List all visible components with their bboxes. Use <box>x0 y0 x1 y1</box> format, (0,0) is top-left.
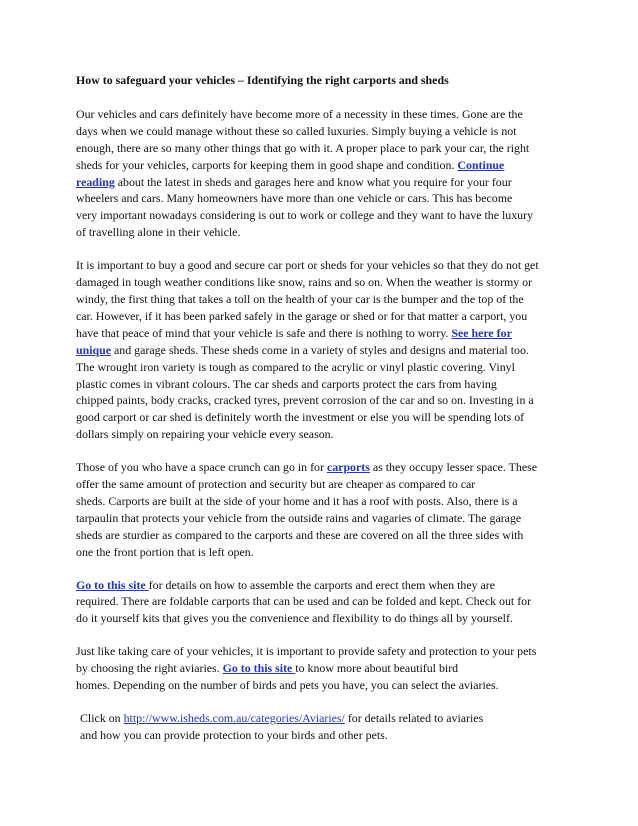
see-here-link-part1[interactable]: See here for <box>451 325 512 340</box>
continue-reading-link-part2[interactable]: reading <box>76 174 115 189</box>
text-line <box>76 459 568 476</box>
text-line: sheds. Carports are built at the side of your home and it has a roof with posts. Also, there is a <box>76 493 518 508</box>
paragraph-carports <box>76 459 568 560</box>
text-line: wheelers and cars. Many homeowners have more than one vehicle or cars. This has become <box>76 191 513 206</box>
see-here-link-part2[interactable]: unique <box>76 342 112 357</box>
text-line: Just like taking care of your vehicles, it is important to provide safety and protection to your pets <box>76 644 537 659</box>
paragraph-intro <box>76 106 568 241</box>
go-to-site-link-aviaries[interactable]: Go to this site <box>222 661 296 676</box>
text-line: days when we could manage without these so called luxuries. Simply buying a vehicle is not <box>76 123 517 138</box>
text-segment: have that peace of mind that your vehicle is safe and there is nothing to worry. <box>76 325 452 340</box>
text-segment: and garage sheds. These sheds come in a variety of styles and designs and material too. <box>111 342 529 357</box>
document-title: How to safeguard your vehicles – Identifying the right carports and sheds <box>76 73 449 87</box>
text-segment: by choosing the right aviaries. <box>76 661 223 676</box>
text-segment: sheds for your vehicles, carports for keeping them in good shape and condition. <box>76 157 458 172</box>
text-line: car. However, if it has been parked safely in the garage or shed or for that matter a carport, you <box>76 308 528 323</box>
continue-reading-link-part1[interactable]: Continue <box>457 157 505 172</box>
text-line: chipped paints, body cracks, cracked tyres, prevent corrosion of the car and so on. Investing in a <box>76 393 534 408</box>
carports-link[interactable]: carports <box>326 460 370 475</box>
text-segment: to know more about beautiful bird <box>295 661 459 676</box>
text-line <box>76 157 568 174</box>
go-to-site-link-assemble[interactable]: Go to this site <box>76 577 149 592</box>
text-segment: Click on <box>80 711 124 725</box>
document-page <box>76 72 568 744</box>
text-line <box>76 174 568 191</box>
text-line: good carport or car shed is definitely worth the investment or else you will be spending lots of <box>76 410 525 425</box>
text-segment: as they occupy lesser space. These <box>369 460 538 475</box>
text-line <box>80 710 568 727</box>
isheds-aviaries-url-link[interactable]: http://www.isheds.com.au/categories/Aviaries/ <box>123 711 345 725</box>
paragraph-assemble <box>76 577 568 628</box>
text-line <box>76 342 568 359</box>
text-line: dollars simply on repairing your vehicle every season. <box>76 427 334 442</box>
text-segment: for details related to aviaries <box>344 711 484 725</box>
text-line: The wrought iron variety is tough as compared to the acrylic or vinyl plastic covering. Vinyl <box>76 359 515 374</box>
text-line: required. There are foldable carports that can be used and can be folded and kept. Check out for <box>76 594 532 609</box>
text-line: Our vehicles and cars definitely have become more of a necessity in these times. Gone are the <box>76 106 523 121</box>
text-line: one the front portion that is left open. <box>76 544 254 559</box>
paragraph-click-on <box>80 710 568 744</box>
text-segment: for details on how to assemble the carports and erect them when they are <box>148 577 496 592</box>
text-segment: Those of you who have a space crunch can go in for <box>76 460 327 475</box>
text-line: windy, the first thing that takes a toll on the health of your car is the bumper and the top of the <box>76 291 524 306</box>
text-line: plastic comes in vibrant colours. The car sheds and carports protect the cars from having <box>76 376 497 391</box>
text-line: homes. Depending on the number of birds and pets you have, you can select the aviaries. <box>76 678 499 693</box>
text-line: sheds are sturdier as compared to the carports and these are covered on all the three sides with <box>76 527 524 542</box>
text-line: It is important to buy a good and secure car port or sheds for your vehicles so that they do not get <box>76 258 539 273</box>
text-line <box>76 660 568 677</box>
paragraph-car-ports <box>76 257 568 443</box>
text-line: offer the same amount of protection and security but are cheaper as compared to car <box>76 477 476 492</box>
text-line: and how you can provide protection to your birds and other pets. <box>80 727 388 742</box>
text-line: of travelling alone in their vehicle. <box>76 225 241 240</box>
text-line <box>76 325 568 342</box>
text-line: do it yourself kits that gives you the convenience and flexibility to do things all by yourself. <box>76 611 513 626</box>
paragraph-aviaries <box>76 643 568 694</box>
text-line <box>76 577 568 594</box>
text-line: enough, there are so many other things that go with it. A proper place to park your car, the right <box>76 140 530 155</box>
text-line: tarpaulin that protects your vehicle from the outside rains and vagaries of climate. The garage <box>76 510 522 525</box>
text-line: damaged in tough weather conditions like snow, rains and so on. When the weather is stormy or <box>76 275 533 290</box>
text-segment: about the latest in sheds and garages here and know what you require for your four <box>114 174 512 189</box>
text-line: very important nowadays considering is out to work or college and they want to have the luxury <box>76 208 534 223</box>
